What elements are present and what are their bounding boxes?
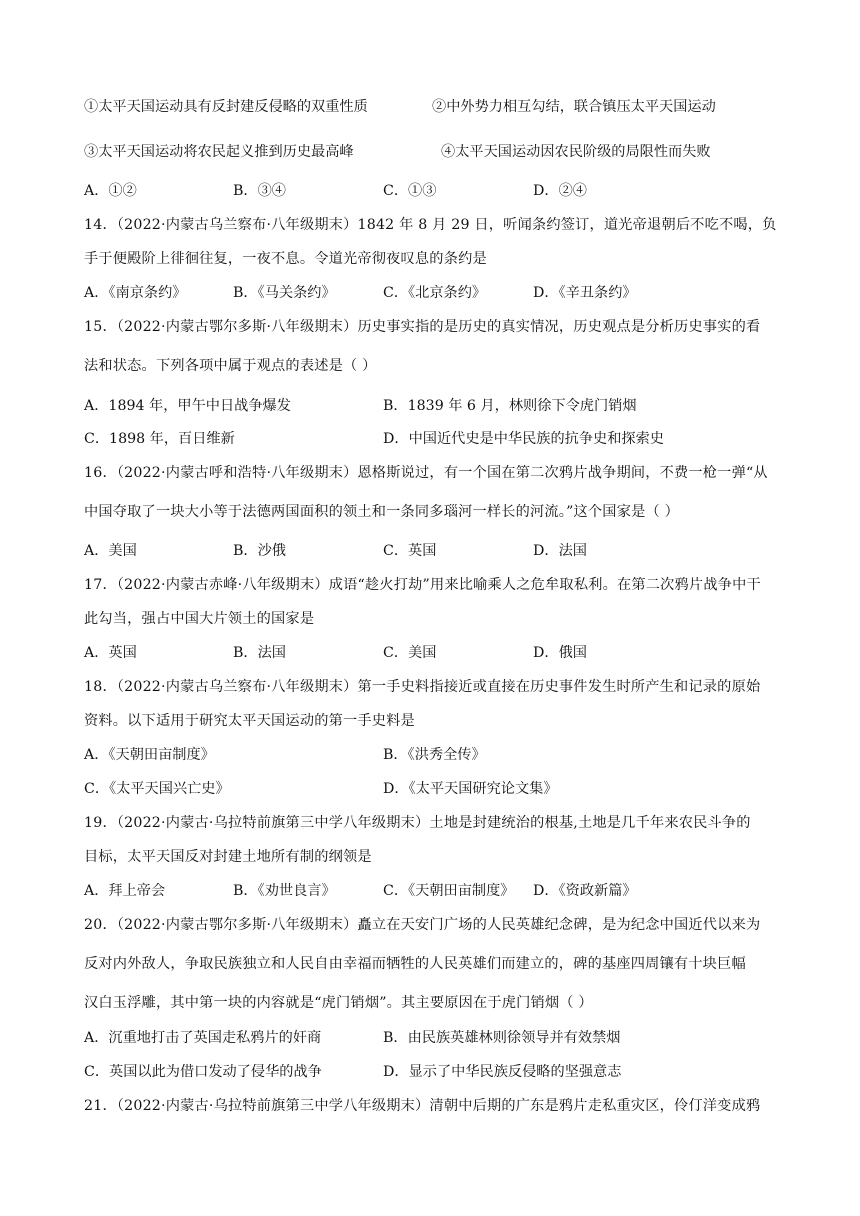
q17-option-c: C．美国 [383, 645, 437, 661]
q14-option-b: B．《马关条约》 [233, 285, 336, 301]
q19-option-b: B．《劝世良言》 [233, 883, 336, 899]
q15-stem-line-2: 法和状态。下列各项中属于观点的表述是（ ） [84, 358, 377, 374]
q20-stem-line-3: 汉白玉浮雕，其中第一块的内容就是“虎门销烟”。其主要原因在于虎门销烟（ ） [84, 995, 593, 1011]
q14-stem-line-1: 14．（2022·内蒙古乌兰察布·八年级期末）1842 年 8 月 29 日，听闻条约签订，道光帝退朝后不吃不喝，负 [84, 217, 777, 233]
q20-option-c: C．英国以此为借口发动了侵华的战争 [84, 1064, 322, 1080]
q14-option-a: A．《南京条约》 [84, 285, 187, 301]
q16-option-d: D．法国 [533, 543, 587, 559]
q21-stem-line-1: 21．（2022·内蒙古·乌拉特前旗第三中学八年级期末）清朝中后期的广东是鸦片走私重灾区，伶仃洋变成鸦 [84, 1098, 761, 1114]
q13-option-c: C．①③ [383, 183, 437, 199]
statement-2: ②中外势力相互勾结，联合镇压太平天国运动 [432, 99, 716, 115]
q19-option-d: D．《资政新篇》 [533, 883, 637, 899]
q13-option-b: B．③④ [233, 183, 286, 199]
q19-option-a: A．拜上帝会 [84, 883, 166, 899]
q20-stem-line-1: 20．（2022·内蒙古鄂尔多斯·八年级期末）矗立在天安门广场的人民英雄纪念碑，是为纪念中国近代以来为 [84, 917, 761, 933]
q16-stem-line-1: 16．（2022·内蒙古呼和浩特·八年级期末）恩格斯说过，有一个国在第二次鸦片战争期间，不费一枪一弹“从 [84, 465, 768, 481]
q15-option-a: A．1894 年，甲午中日战争爆发 [84, 398, 291, 414]
q15-option-d: D．中国近代史是中华民族的抗争史和探索史 [383, 431, 664, 447]
q19-stem-line-2: 目标，太平天国反对封建土地所有制的纲领是 [84, 849, 372, 865]
q18-option-a: A．《天朝田亩制度》 [84, 747, 215, 763]
q16-option-a: A．美国 [84, 543, 137, 559]
q13-option-a: A．①② [84, 183, 137, 199]
q15-option-c: C．1898 年，百日维新 [84, 431, 235, 447]
q20-option-b: B．由民族英雄林则徐领导并有效禁烟 [383, 1030, 621, 1046]
q18-option-c: C．《太平天国兴亡史》 [84, 781, 230, 797]
q17-option-a: A．英国 [84, 645, 137, 661]
q18-option-d: D．《太平天国研究论文集》 [383, 781, 558, 797]
q13-option-d: D．②④ [533, 183, 587, 199]
q16-option-b: B．沙俄 [233, 543, 286, 559]
q18-option-b: B．《洪秀全传》 [383, 747, 486, 763]
q19-stem-line-1: 19．（2022·内蒙古·乌拉特前旗第三中学八年级期末）土地是封建统治的根基,土地是几千年来农民斗争的 [84, 815, 751, 831]
q20-option-a: A．沉重地打击了英国走私鸦片的奸商 [84, 1030, 322, 1046]
q19-option-c: C．《天朝田亩制度》 [383, 883, 515, 899]
q17-option-d: D．俄国 [533, 645, 587, 661]
q14-option-c: C．《北京条约》 [383, 285, 487, 301]
q18-stem-line-2: 资料。以下适用于研究太平天国运动的第一手史料是 [84, 713, 415, 729]
statement-4: ④太平天国运动因农民阶级的局限性而失败 [441, 144, 711, 160]
statement-1: ①太平天国运动具有反封建反侵略的双重性质 [84, 99, 368, 115]
q20-stem-line-2: 反对内外敌人，争取民族独立和人民自由幸福而牺牲的人民英雄们而建立的，碑的基座四周镶有十块巨幅 [84, 956, 746, 972]
statement-3: ③太平天国运动将农民起义推到历史最高峰 [84, 144, 354, 160]
q16-stem-line-2: 中国夺取了一块大小等于法德两国面积的领土和一条同多瑙河一样长的河流。”这个国家是（ ） [84, 504, 679, 520]
q14-stem-line-2: 手于便殿阶上徘徊往复，一夜不息。令道光帝彻夜叹息的条约是 [84, 251, 487, 267]
q18-stem-line-1: 18．（2022·内蒙古乌兰察布·八年级期末）第一手史料指接近或直接在历史事件发生时所产生和记录的原始 [84, 679, 761, 695]
q20-option-d: D．显示了中华民族反侵略的坚强意志 [383, 1064, 622, 1080]
q14-option-d: D．《辛丑条约》 [533, 285, 637, 301]
q15-option-b: B．1839 年 6 月，林则徐下令虎门销烟 [383, 398, 637, 414]
q15-stem-line-1: 15．（2022·内蒙古鄂尔多斯·八年级期末）历史事实指的是历史的真实情况，历史观点是分析历史事实的看 [84, 319, 761, 335]
q17-stem-line-2: 此勾当，强占中国大片领土的国家是 [84, 611, 315, 627]
q16-option-c: C．英国 [383, 543, 437, 559]
q17-option-b: B．法国 [233, 645, 286, 661]
q17-stem-line-1: 17．（2022·内蒙古赤峰·八年级期末）成语“趁火打劫”用来比喻乘人之危牟取私利。在第二次鸦片战争中干 [84, 577, 761, 593]
